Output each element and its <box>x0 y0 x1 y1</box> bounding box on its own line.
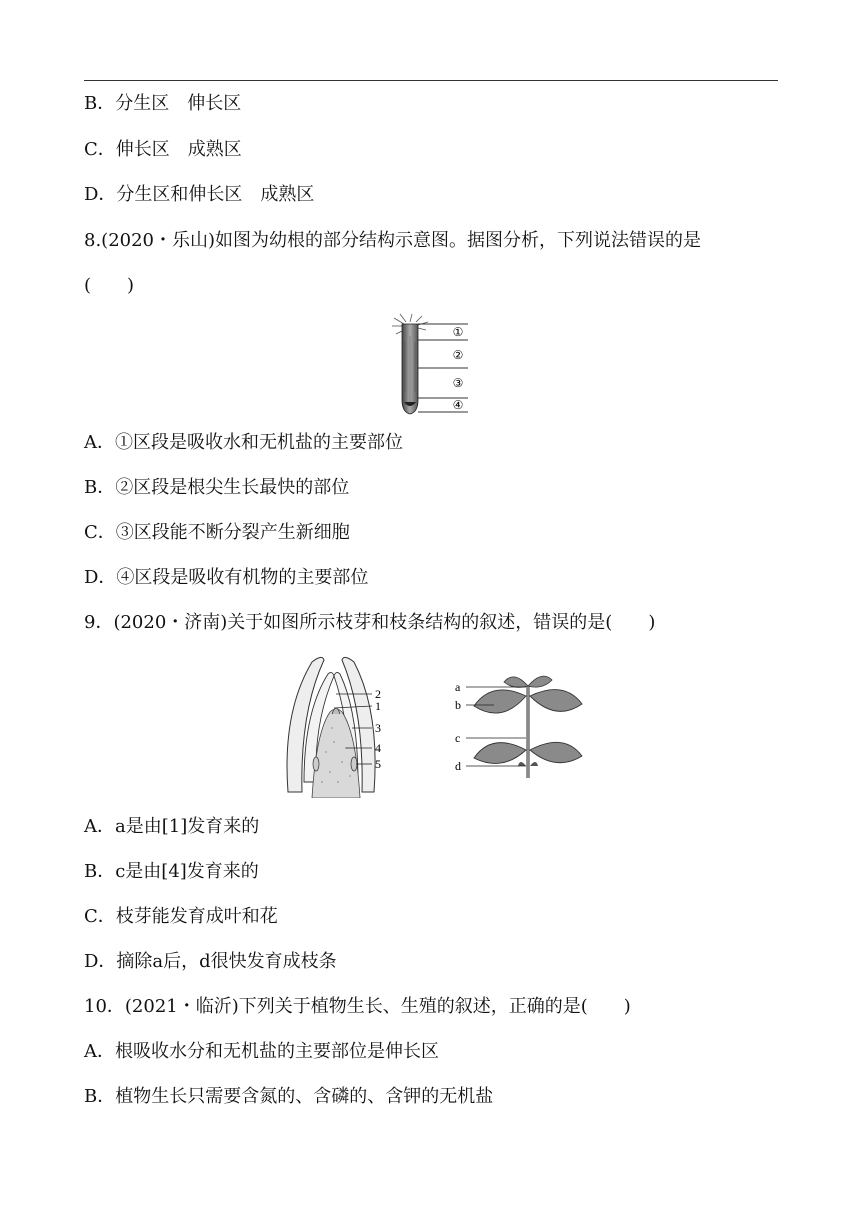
q9-option-d: D．摘除a后，d很快发育成枝条 <box>84 951 337 972</box>
bud-label-1: 1 <box>375 699 381 713</box>
q10-option-b: B．植物生长只需要含氮的、含磷的、含钾的无机盐 <box>84 1086 494 1107</box>
q9-option-b: B．c是由[4]发育来的 <box>84 861 259 882</box>
zone-label-1: ① <box>452 325 464 339</box>
q8-option-c: C．③区段能不断分裂产生新细胞 <box>84 522 350 543</box>
q8-option-b: B．②区段是根尖生长最快的部位 <box>84 477 350 498</box>
axillary-bud <box>530 762 538 766</box>
zone-label-4: ④ <box>452 398 464 412</box>
q7-option-d: D．分生区和伸长区 成熟区 <box>84 184 315 205</box>
q7-option-b: B．分生区 伸长区 <box>84 93 242 114</box>
branch-label-b: b <box>455 698 461 712</box>
bud-primordium <box>313 757 319 771</box>
q9-option-c: C．枝芽能发育成叶和花 <box>84 906 278 927</box>
q10-stem: 10．(2021・临沂)下列关于植物生长、生殖的叙述，正确的是( ) <box>84 996 631 1017</box>
bud-label-3: 3 <box>375 721 381 735</box>
q8-option-d: D．④区段是吸收有机物的主要部位 <box>84 567 369 588</box>
q9-option-a: A．a是由[1]发育来的 <box>84 816 260 837</box>
zone-label-2: ② <box>452 348 464 362</box>
q9-stem: 9．(2020・济南)关于如图所示枝芽和枝条结构的叙述，错误的是( ) <box>84 612 656 633</box>
zone-label-3: ③ <box>452 376 464 390</box>
branch-bud-figure <box>282 652 392 798</box>
root-tip-figure <box>390 312 474 416</box>
branch-label-a: a <box>455 680 461 694</box>
bud-label-2: 2 <box>375 687 381 701</box>
branch-label-c: c <box>455 731 461 745</box>
q8-stem: 8.(2020・乐山)如图为幼根的部分结构示意图。据图分析，下列说法错误的是 <box>84 230 702 251</box>
branch-label-d: d <box>455 759 461 773</box>
q8-answer-paren: ( ) <box>84 275 135 296</box>
bud-label-5: 5 <box>375 757 381 771</box>
upper-left-leaf <box>474 690 526 713</box>
q10-option-a: A．根吸收水分和无机盐的主要部位是伸长区 <box>84 1041 439 1062</box>
bud-label-4: 4 <box>375 741 381 755</box>
q8-option-a: A．①区段是吸收水和无机盐的主要部位 <box>84 432 403 453</box>
header-rule <box>84 80 778 81</box>
growing-point <box>332 708 340 714</box>
q7-option-c: C．伸长区 成熟区 <box>84 139 242 160</box>
branch-figure <box>452 672 588 782</box>
